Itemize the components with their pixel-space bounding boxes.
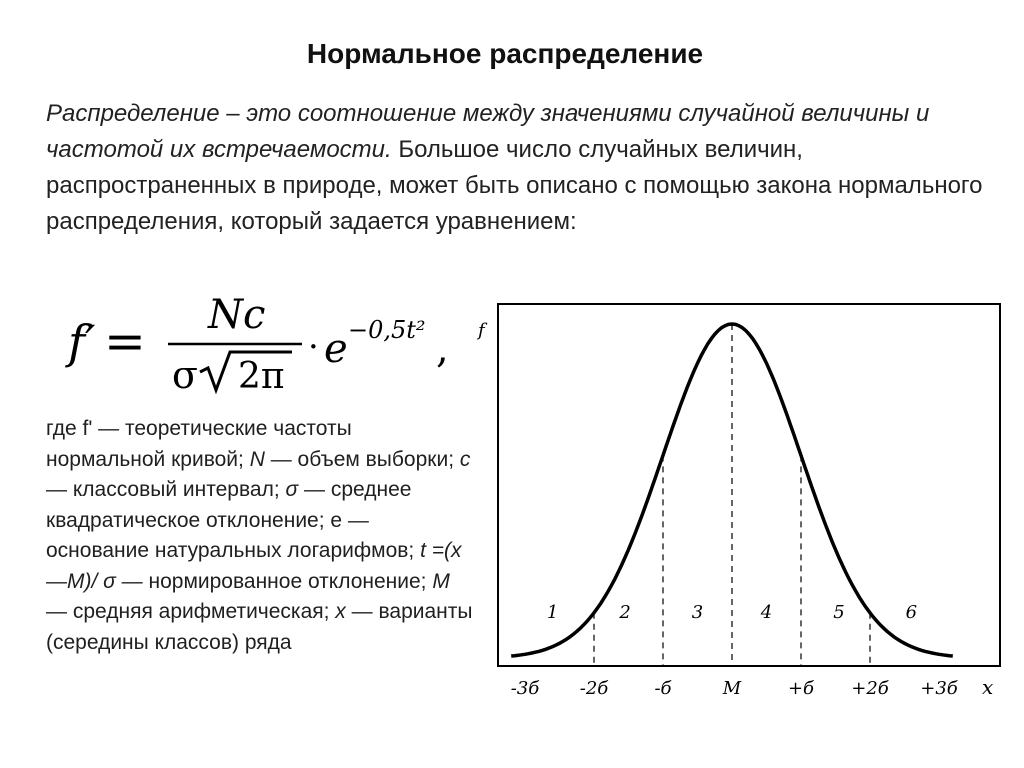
- formula-dot: ·: [308, 327, 319, 367]
- region-label: 4: [760, 602, 773, 623]
- formula-exponent: −0,5t²: [348, 316, 426, 344]
- x-tick-label: +б: [787, 678, 815, 699]
- formula-base: e: [324, 326, 348, 372]
- explanation-text: — классовый интервал;: [46, 478, 286, 501]
- formula-equals: =: [104, 312, 146, 370]
- explanation-symbol: N: [249, 447, 265, 471]
- explanation-text: — средняя арифметическая;: [46, 600, 336, 623]
- chart-svg: [470, 296, 1010, 726]
- x-tick-label: -2б: [579, 678, 609, 699]
- slide-title: Нормальное распределение: [306, 38, 704, 69]
- explanation-symbol: M: [432, 569, 450, 593]
- formula-sigma: σ: [172, 353, 198, 397]
- intro-paragraph: [46, 96, 986, 240]
- definition-text: Распределение – это соотношение между значениями случайной величины и частотой их встречаемости.: [46, 100, 930, 163]
- x-tick-label: -3б: [510, 678, 540, 699]
- explanation-symbol: σ: [285, 478, 299, 501]
- x-tick-label: +2б: [851, 678, 889, 699]
- formula-root: 2π: [238, 356, 285, 397]
- x-tick-label: +3б: [920, 678, 958, 699]
- y-axis-label: f: [478, 320, 485, 341]
- region-label: 1: [546, 602, 559, 623]
- formula-numerator: Nc: [208, 292, 266, 338]
- explanation-text: — объем выборки;: [264, 447, 460, 471]
- explanation-text: — варианты (середины классов) ряда: [46, 600, 473, 654]
- explanation-text: — среднее квадратическое отклонение; е — основание натуральных логарифмов;: [46, 478, 421, 562]
- formula-explanation: [46, 414, 476, 658]
- region-label: 3: [691, 602, 704, 623]
- x-tick-label: M: [722, 678, 742, 699]
- x-tick-label: -б: [654, 678, 672, 699]
- chart-frame: [498, 304, 1000, 666]
- explanation-symbol: t =(x—M)/ σ: [46, 539, 462, 593]
- region-label: 6: [905, 602, 918, 623]
- explanation-text: где f' — теоретические частоты нормальной кривой;: [46, 417, 352, 471]
- formula-lhs: f′: [68, 315, 96, 369]
- x-axis-label: x: [982, 675, 994, 699]
- formula-comma: ,: [436, 326, 449, 372]
- explanation-text: — нормированное отклонение;: [115, 569, 433, 593]
- region-label: 2: [619, 602, 631, 623]
- normal-curve-chart: [470, 296, 1010, 726]
- explanation-symbol: x: [335, 600, 346, 623]
- normal-distribution-formula: [60, 292, 480, 402]
- explanation-symbol: c: [459, 447, 471, 471]
- region-label: 5: [833, 602, 845, 623]
- intro-body-text: Большое число случайных величин, распространенных в природе, может быть описано с помощью закона нормального распределения, который задается уравнением:: [46, 136, 983, 235]
